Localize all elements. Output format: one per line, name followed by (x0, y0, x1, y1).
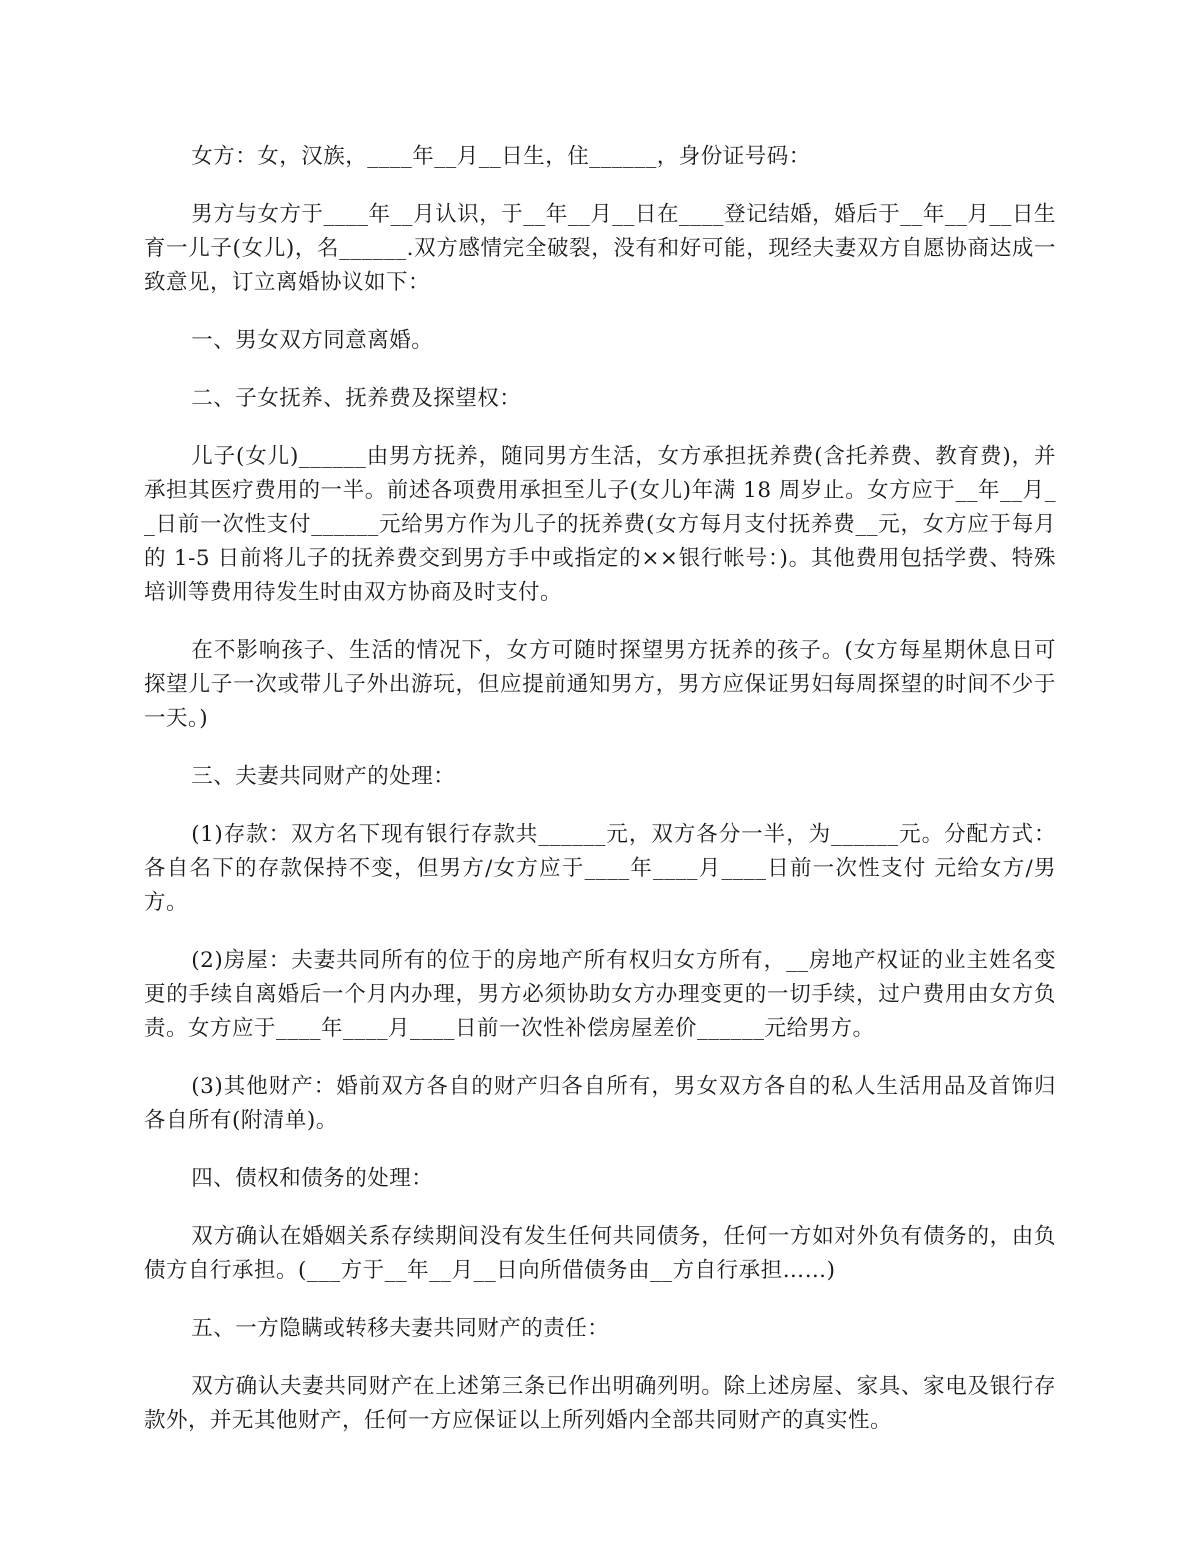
heading-section-2: 二、子女抚养、抚养费及探望权： (191, 386, 522, 411)
heading-section-5: 五、一方隐瞒或转移夫妻共同财产的责任： (191, 1316, 610, 1341)
document-body (144, 140, 1056, 1462)
paragraph-child-support: 儿子(女儿)______由男方抚养，随同男方生活，女方承担抚养费(含托养费、教育费)，并承担其医疗费用的一半。前述各项费用承担至儿子(女儿)年满 18 周岁止。女方应于__年__月__日前一次性支付______元给男方作为儿子的抚养费(女方每月支付抚养费__元，女方应于每月的 1-5 日前将儿子的抚养费交到男方手中或指定的××银行帐号：)。其他费用包括学费、特殊培训等费用待发生时由双方协商及时支付。 (144, 444, 1056, 605)
heading-section-3: 三、夫妻共同财产的处理： (191, 764, 456, 789)
paragraph-female-party-info: 女方：女，汉族，____年__月__日生，住______，身份证号码： (191, 144, 811, 169)
heading-section-4: 四、债权和债务的处理： (191, 1166, 434, 1191)
paragraph-property-disclosure: 双方确认夫妻共同财产在上述第三条已作出明确列明。除上述房屋、家具、家电及银行存款外，并无其他财产，任何一方应保证以上所列婚内全部共同财产的真实性。 (144, 1374, 1056, 1433)
paragraph-debts: 双方确认在婚姻关系存续期间没有发生任何共同债务，任何一方如对外负有债务的，由负债方自行承担。(___方于__年__月__日向所借债务由__方自行承担……) (144, 1224, 1056, 1283)
heading-section-1: 一、男女双方同意离婚。 (191, 328, 434, 353)
paragraph-marriage-background: 男方与女方于____年__月认识，于__年__月__日在____登记结婚，婚后于__年__月__日生育一儿子(女儿)，名______.双方感情完全破裂，没有和好可能，现经夫妻双方自愿协商达成一致意见，订立离婚协议如下： (144, 202, 1056, 295)
paragraph-savings: (1)存款：双方名下现有银行存款共______元，双方各分一半，为______元。分配方式：各自名下的存款保持不变，但男方/女方应于____年____月____日前一次性支付 元给女方/男方。 (144, 822, 1056, 915)
paragraph-housing: (2)房屋：夫妻共同所有的位于的房地产所有权归女方所有，__房地产权证的业主姓名变更的手续自离婚后一个月内办理，男方必须协助女方办理变更的一切手续，过户费用由女方负责。女方应于____年____月____日前一次性补偿房屋差价______元给男方。 (144, 948, 1056, 1041)
paragraph-visitation: 在不影响孩子、生活的情况下，女方可随时探望男方抚养的孩子。(女方每星期休息日可探望儿子一次或带儿子外出游玩，但应提前通知男方，男方应保证男妇每周探望的时间不少于一天。) (144, 638, 1056, 731)
paragraph-other-property: (3)其他财产：婚前双方各自的财产归各自所有，男女双方各自的私人生活用品及首饰归各自所有(附清单)。 (144, 1074, 1056, 1133)
